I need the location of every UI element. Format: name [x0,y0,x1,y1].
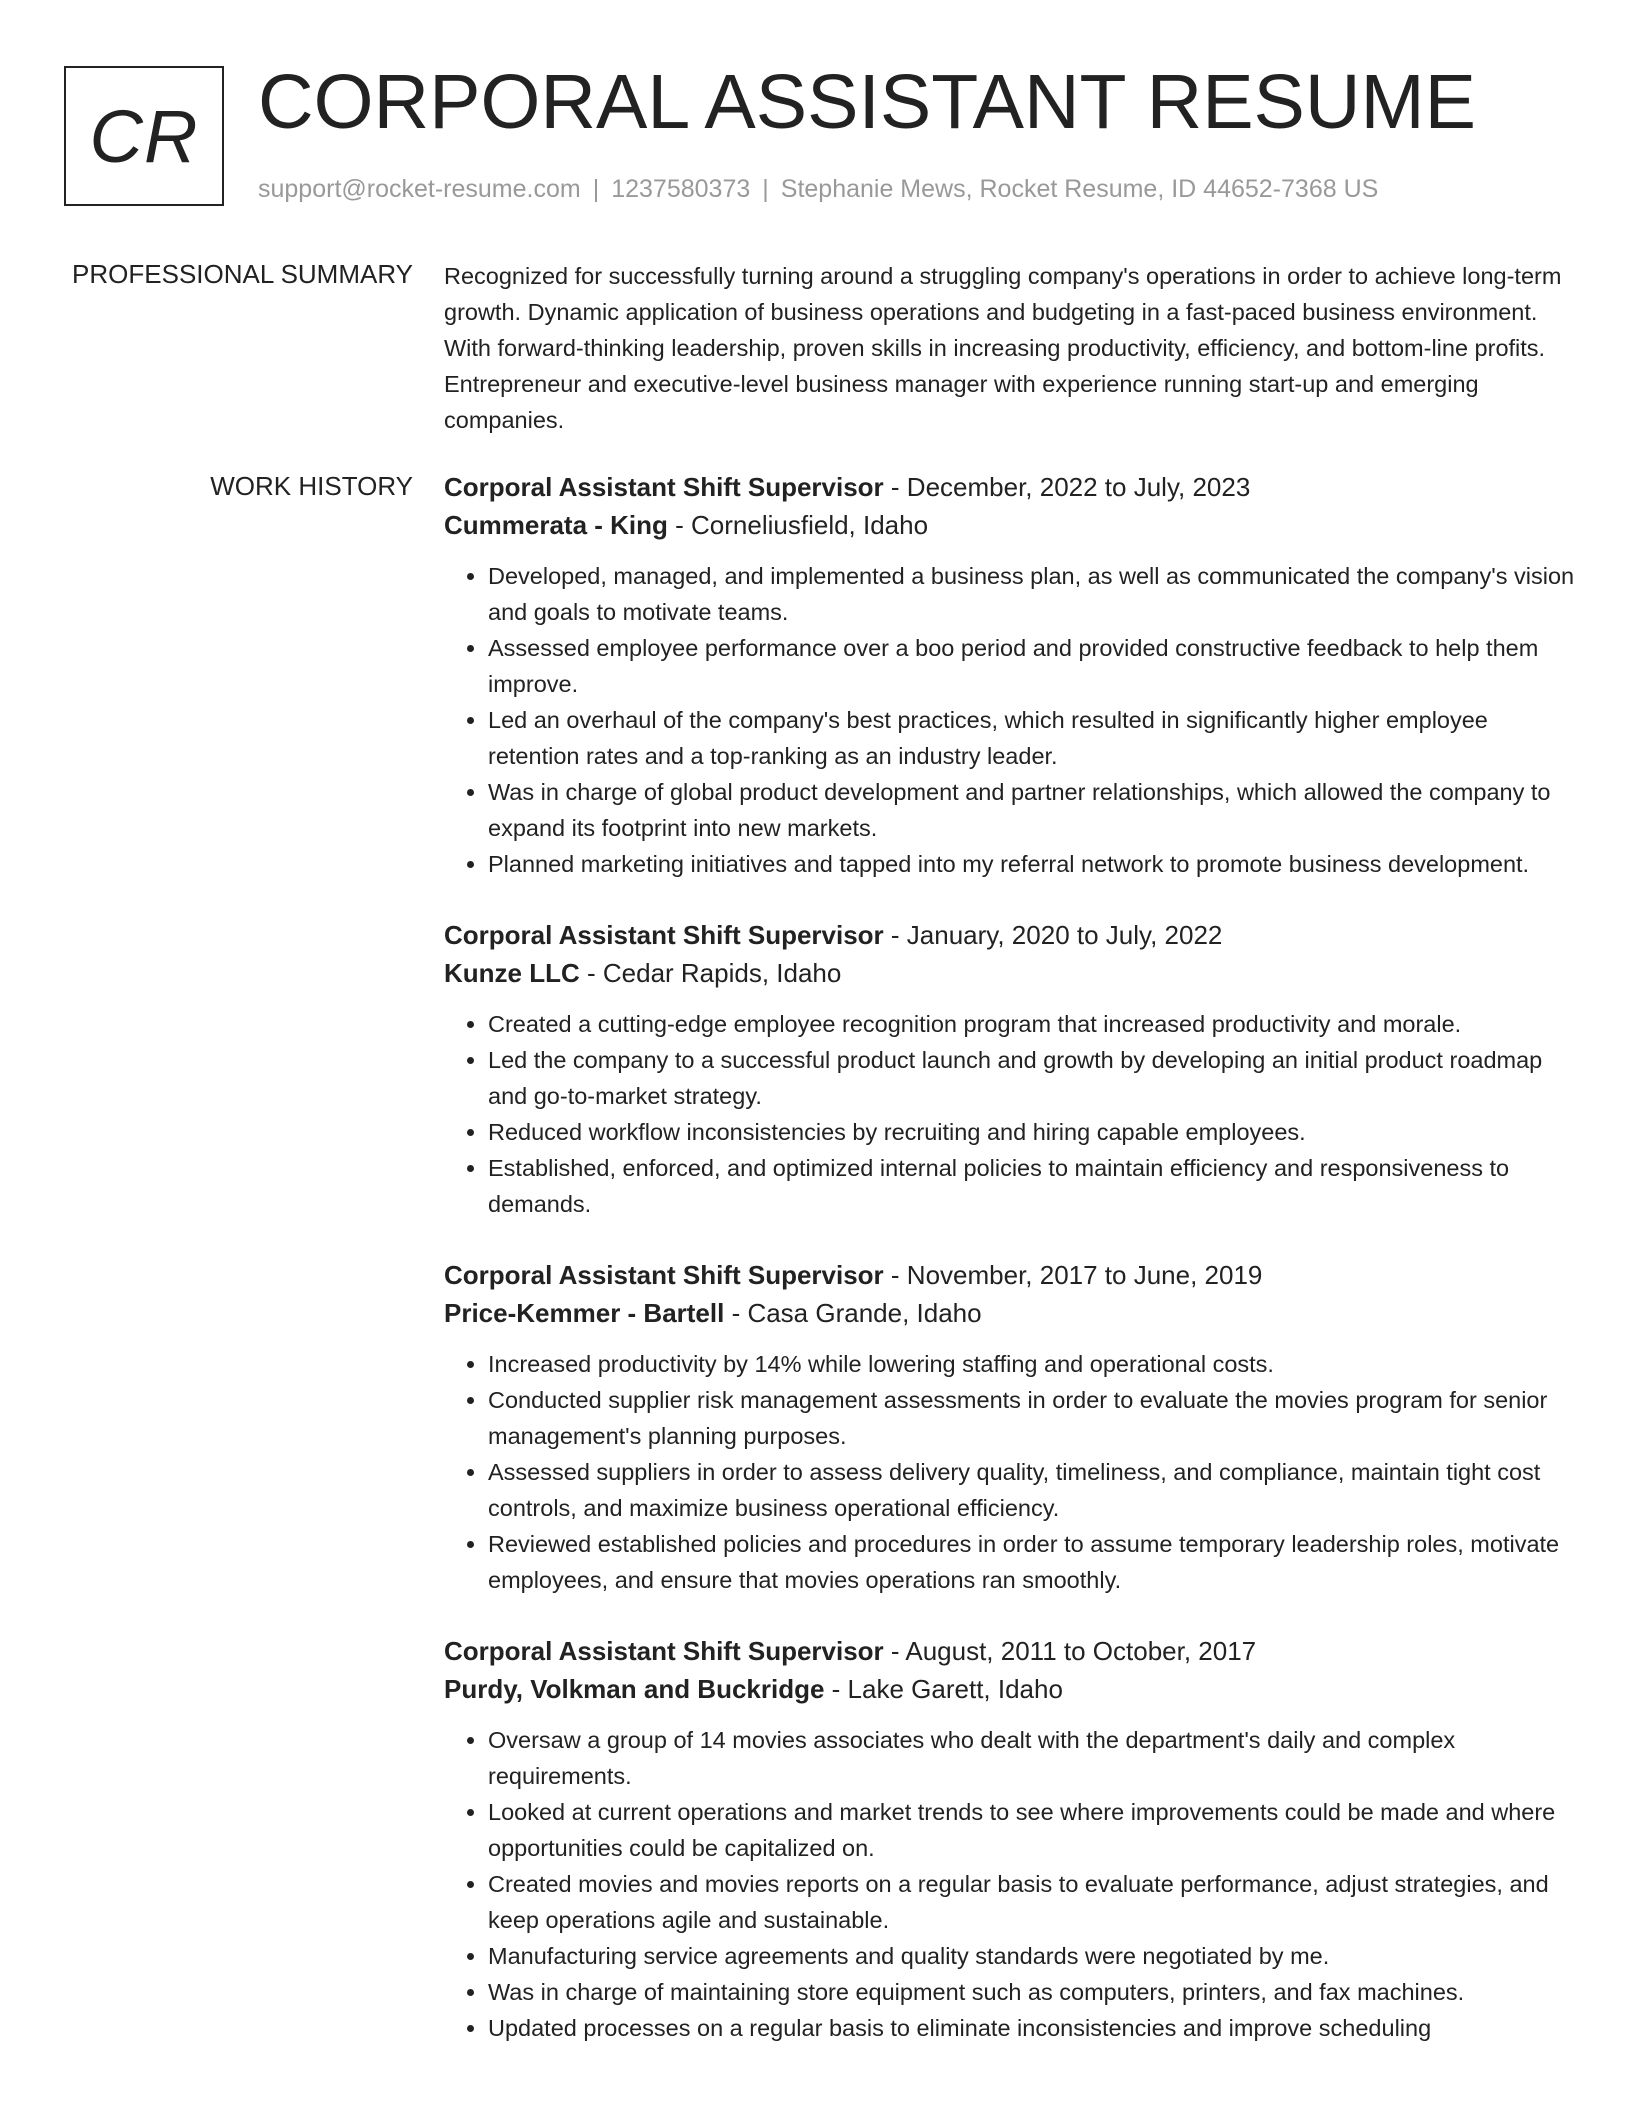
job-company-line [444,1294,1584,1332]
job-dates: - December, 2022 to July, 2023 [883,472,1251,502]
job-title-line [444,1256,1584,1294]
job-company: Price-Kemmer - Bartell [444,1298,725,1328]
job-bullet: • Conducted supplier risk management assessments in order to evaluate the movies program for senior management's planning purposes. [488,1382,1584,1454]
job-entry [444,1632,1584,2046]
job-bullet: • Was in charge of maintaining store equipment such as computers, printers, and fax machines. [488,1974,1584,2010]
job-dates: - November, 2017 to June, 2019 [883,1260,1263,1290]
job-bullet: • Updated processes on a regular basis to eliminate inconsistencies and improve scheduling [488,2010,1584,2046]
job-company-line [444,1670,1584,1708]
job-bullet: • Assessed employee performance over a boo period and provided constructive feedback to help them improve. [488,630,1584,702]
job-bullet-list [444,1006,1584,1222]
job-company-line [444,954,1584,992]
job-bullet: • Was in charge of global product development and partner relationships, which allowed the company to expand its footprint into new markets. [488,774,1584,846]
job-bullet: • Planned marketing initiatives and tapped into my referral network to promote business development. [488,846,1584,882]
job-location: - Lake Garett, Idaho [824,1674,1063,1704]
job-title-line [444,468,1584,506]
job-company: Purdy, Volkman and Buckridge [444,1674,825,1704]
work-history-list [444,468,1584,2080]
professional-summary-text: Recognized for successfully turning around a struggling company's operations in order to achieve long-term growth. Dynamic application of business operations and budgeting in a fast-paced business environment. With forward-thinking leadership, proven skills in increasing productivity, efficiency, and bottom-line profits. Entrepreneur and executive-level business manager with experience running start-up and emerging companies. [444,263,1562,433]
contact-separator: | [762,175,769,203]
job-entry [444,1256,1584,1598]
contact-phone: 1237580373 [611,175,751,203]
section-label-work-history: WORK HISTORY [210,471,413,501]
contact-email: support@rocket-resume.com [258,175,581,203]
job-bullet-list [444,558,1584,882]
resume-title: CORPORAL ASSISTANT RESUME [258,59,1477,145]
job-title: Corporal Assistant Shift Supervisor [444,472,884,502]
job-bullet: • Created movies and movies reports on a regular basis to evaluate performance, adjust strategies, and keep operations agile and sustainable. [488,1866,1584,1938]
contact-line [258,174,1378,204]
job-title-line [444,916,1584,954]
job-bullet: • Led an overhaul of the company's best practices, which resulted in significantly higher employee retention rates and a top-ranking as an industry leader. [488,702,1584,774]
job-bullet: • Manufacturing service agreements and quality standards were negotiated by me. [488,1938,1584,1974]
job-entry [444,468,1584,882]
job-title-line [444,1632,1584,1670]
job-bullet: • Assessed suppliers in order to assess delivery quality, timeliness, and compliance, maintain tight cost controls, and maximize business operational efficiency. [488,1454,1584,1526]
job-bullet: • Increased productivity by 14% while lowering staffing and operational costs. [488,1346,1584,1382]
job-title: Corporal Assistant Shift Supervisor [444,920,884,950]
job-location: - Corneliusfield, Idaho [667,510,929,540]
contact-address: Stephanie Mews, Rocket Resume, ID 44652-7368 US [780,175,1379,203]
job-company: Cummerata - King [444,510,668,540]
job-bullet: • Created a cutting-edge employee recognition program that increased productivity and morale. [488,1006,1584,1042]
job-bullet-list [444,1722,1584,2046]
job-bullet-list [444,1346,1584,1598]
job-bullet: • Reduced workflow inconsistencies by recruiting and hiring capable employees. [488,1114,1584,1150]
job-bullet: • Established, enforced, and optimized internal policies to maintain efficiency and responsiveness to demands. [488,1150,1584,1222]
job-dates: - January, 2020 to July, 2022 [883,920,1223,950]
contact-separator: | [592,175,600,203]
job-location: - Cedar Rapids, Idaho [579,958,842,988]
job-location: - Casa Grande, Idaho [724,1298,982,1328]
job-entry [444,916,1584,1222]
job-title: Corporal Assistant Shift Supervisor [444,1260,884,1290]
job-company: Kunze LLC [444,958,580,988]
job-company-line [444,506,1584,544]
section-label-professional-summary: PROFESSIONAL SUMMARY [72,259,413,289]
job-title: Corporal Assistant Shift Supervisor [444,1636,884,1666]
job-bullet: • Reviewed established policies and procedures in order to assume temporary leadership roles, motivate employees, and ensure that movies operations ran smoothly. [488,1526,1584,1598]
job-bullet: • Looked at current operations and market trends to see where improvements could be made and where opportunities could be capitalized on. [488,1794,1584,1866]
job-bullet: • Oversaw a group of 14 movies associates who dealt with the department's daily and complex requirements. [488,1722,1584,1794]
monogram-badge: CR [64,66,224,206]
job-bullet: • Led the company to a successful product launch and growth by developing an initial product roadmap and go-to-market strategy. [488,1042,1584,1114]
job-dates: - August, 2011 to October, 2017 [883,1636,1257,1666]
job-bullet: • Developed, managed, and implemented a business plan, as well as communicated the company's vision and goals to motivate teams. [488,558,1584,630]
